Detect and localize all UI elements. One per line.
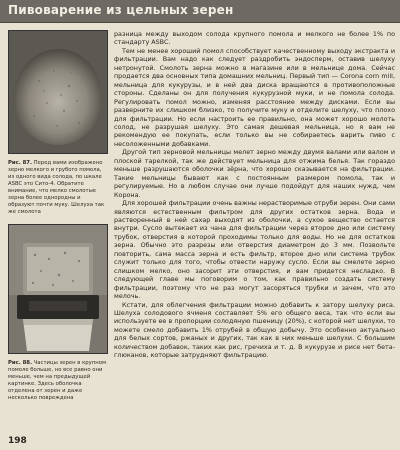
body-text — [114, 30, 395, 360]
figure-88-photo — [8, 224, 108, 354]
figure-88-label: Рис. 88. — [8, 360, 32, 366]
figure-88-text: Частицы зерен в крупном помоле больше, но все равно они меньше, чем на предыдущей картинке. Здесь оболочка отделена от зерен и даже несколько повреждена — [8, 360, 106, 401]
page-title: Пивоварение из цельных зерен — [8, 3, 234, 17]
figure-88-caption — [8, 360, 108, 402]
paragraph: Тем не менее хороший помол способствует качественному выходу экстракта и фильтрации. Вам надо как следует раздробить эндосперм, оставив шелуху нетронутой. Смолоть зерна можно в магазине или в мельнице дома. Сейчас продается два основных типа домашних мельниц. Первый тип — Corona corn mill, мельница для кукурузы, и в ней два диска вращаются в противоположные стороны. Сделаны он для получения кукурузной муки, и не помола солода. Регулировать помол можно, изменяя расстояние между дисками. Если вы разверните их слишком близко, то получите муку и отделите шелуху, что плохо для фильтрации. Но если настроить ее правильно, она может хорошо молоть солод, не разрушая шелуху. Это самая дешевая мельница, но я вам не рекомендую ее покупать, если только вы не собираетесь варить пиво с несоложенными добавками. — [114, 46, 395, 148]
paragraph: Кстати, для облегчения фильтрации можно добавить к затору шелуху риса. Шелуха солодового ячменя составляет 5% его общего веса, так что если вы используете ее в пропорции солодяную пшеницу (20%), с которой нет шелухи, то можете смело добавить 1% отрубей в общую добычу. Это особенно актуально для белых сортов, ржаных и других, так как в них меньше шелухи. С большим количеством добавок, таких как рис, гречиха и т. д. В кукурузе и рисе нет бета-глюканов, которые затрудняют фильтрацию. — [114, 300, 395, 360]
page-number: 198 — [8, 436, 27, 446]
figure-87-caption — [8, 160, 108, 216]
paragraph: Другой тип зерновой мельницы мелет зерно между двумя валами или валом и плоской тарелкой, так же действует мельница для отжима белья. Так гораздо меньше разрушаются оболочки зёрна, что хорошо сказывается на фильтрации. Такие мельницы бывают как с постоянным размером помола, так и регулируемые. Но в любом случае они лучше подойдут для наших нужд, чем Корона. — [114, 148, 395, 199]
grain-pile-image — [9, 31, 107, 153]
paragraph: Для хорошей фильтрации очень важны нерастворимые отруби зерен. Они сами являются естественным фильтром для других остатков зерна. Вода и растворенный в ней сахар выходят из оболочки, а сухое вещество остается внутри. Сусло вытекает из чана для фильтрации через второе дно или систему трубок, отверстия в которой проходимы только для воды. Но не для остатков зерна. Обычно это разрезы или отверстия диаметром до 3 мм. Позвольте повторить, сама масса зерна и есть фильтр, второе дно или система трубок служит только для того, чтобы отвести наружу сусло. Если вы смелете зерно слишком мелко, оно засорит эти отверстия, и вам придется несладко. В следующей главе мы поговорим о том, как правильно создать систему фильтрации, поэтому что не раз могут засоряться трубки и зачем, что это мелочь. — [114, 199, 395, 301]
figure-87-photo — [8, 30, 108, 154]
figure-column — [8, 30, 108, 410]
page-header — [0, 0, 400, 23]
paragraph: разница между выходом солода крупного помола и мелкого не более 1% по стандарту ASBC. — [114, 30, 395, 47]
figure-87-text: Перед вами изображено зерно мелкого и грубого помола, из одного вида солода, по шкале ASBC это Сито-4. Обратите внимание, что мелко смолотые зерна более однородны и образуют почти муку. Шелуха так же смолота — [8, 160, 105, 215]
figure-87-label: Рис. 87. — [8, 160, 32, 166]
grain-mill-bucket-image — [9, 225, 107, 353]
